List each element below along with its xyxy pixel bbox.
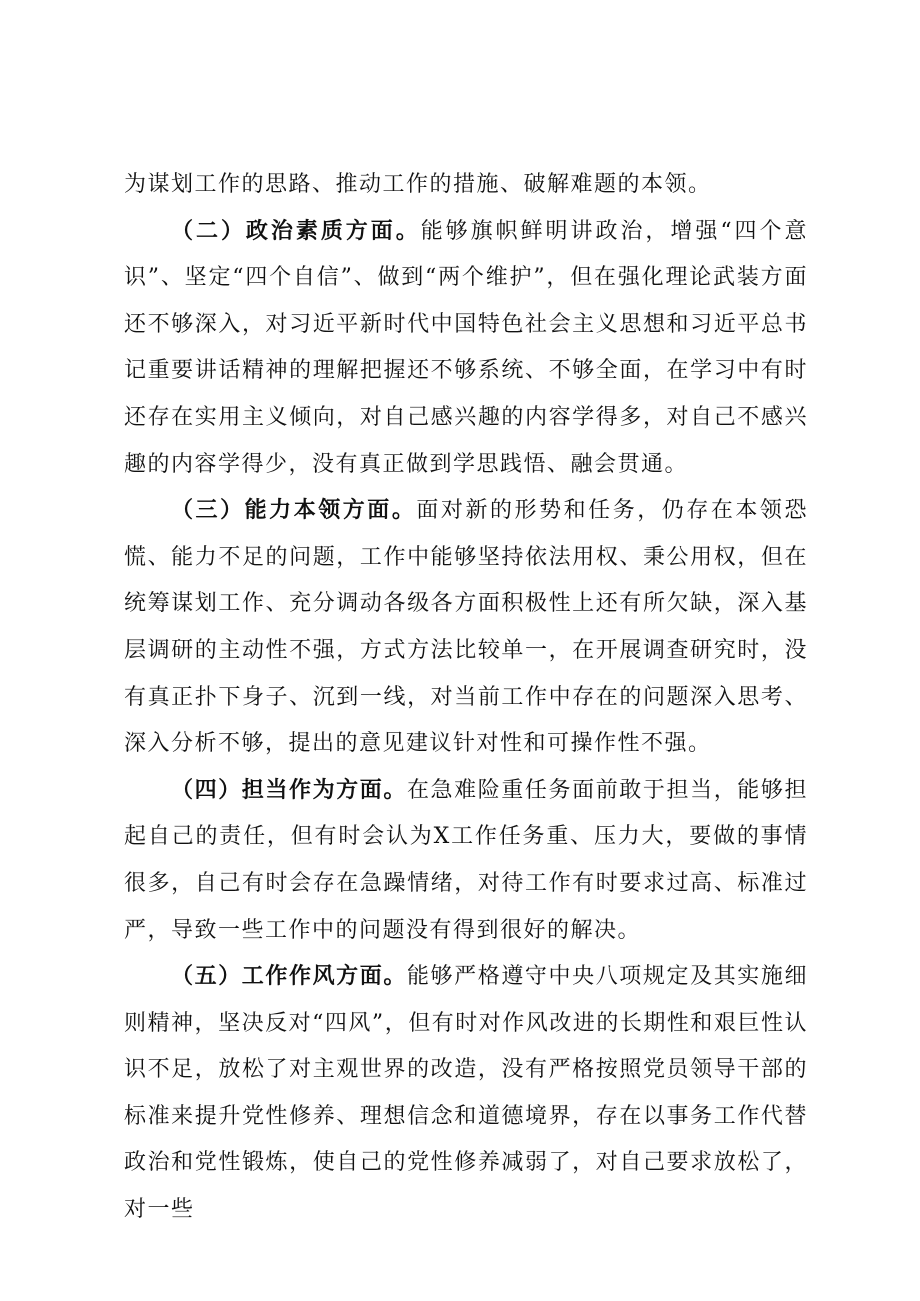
paragraph-political-quality [124,209,808,489]
document-body [124,162,808,1234]
section-heading: （五）工作作风方面。 [171,964,407,990]
section-heading: （二）政治素质方面。 [171,218,421,244]
paragraph-continuation [124,162,808,209]
paragraph-body: 为谋划工作的思路、推动工作的措施、破解难题的本领。 [124,172,712,197]
paragraph-ability [124,488,808,768]
paragraph-body: 面对新的形势和任务，仍存在本领恐慌、能力不足的问题，工作中能够坚持依法用权、秉公用权，但在统筹谋划工作、充分调动各级各方面积极性上还有所欠缺，深入基层调研的主动性不强，方式方法比较单一，在开展调查研究时，没有真正扑下身子、沉到一线，对当前工作中存在的问题深入思考、深入分析不够，提出的意见建议针对性和可操作性不强。 [124,498,808,757]
paragraph-body: 能够严格遵守中央八项规定及其实施细则精神，坚决反对“四风”，但有时对作风改进的长期性和艰巨性认识不足，放松了对主观世界的改造，没有严格按照党员领导干部的标准来提升党性修养、理想信念和道德境界，存在以事务工作代替政治和党性锻炼，使自己的党性修养减弱了，对自己要求放松了，对一些 [124,964,808,1223]
section-heading: （三）能力本领方面。 [171,498,417,524]
paragraph-responsibility [124,768,808,954]
paragraph-body: 在急难险重任务面前敢于担当，能够担起自己的责任，但有时会认为X工作任务重、压力大，要做的事情很多，自己有时会存在急躁情绪，对待工作有时要求过高、标准过严，导致一些工作中的问题没有得到很好的解决。 [124,777,808,943]
paragraph-body: 能够旗帜鲜明讲政治，增强“四个意识”、坚定“四个自信”、做到“两个维护”，但在强化理论武装方面还不够深入，对习近平新时代中国特色社会主义思想和习近平总书记重要讲话精神的理解把握还不够系统、不够全面，在学习中有时还存在实用主义倾向，对自己感兴趣的内容学得多，对自己不感兴趣的内容学得少，没有真正做到学思践悟、融会贯通。 [124,218,808,477]
section-heading: （四）担当作为方面。 [171,777,407,803]
paragraph-work-style [124,954,808,1234]
